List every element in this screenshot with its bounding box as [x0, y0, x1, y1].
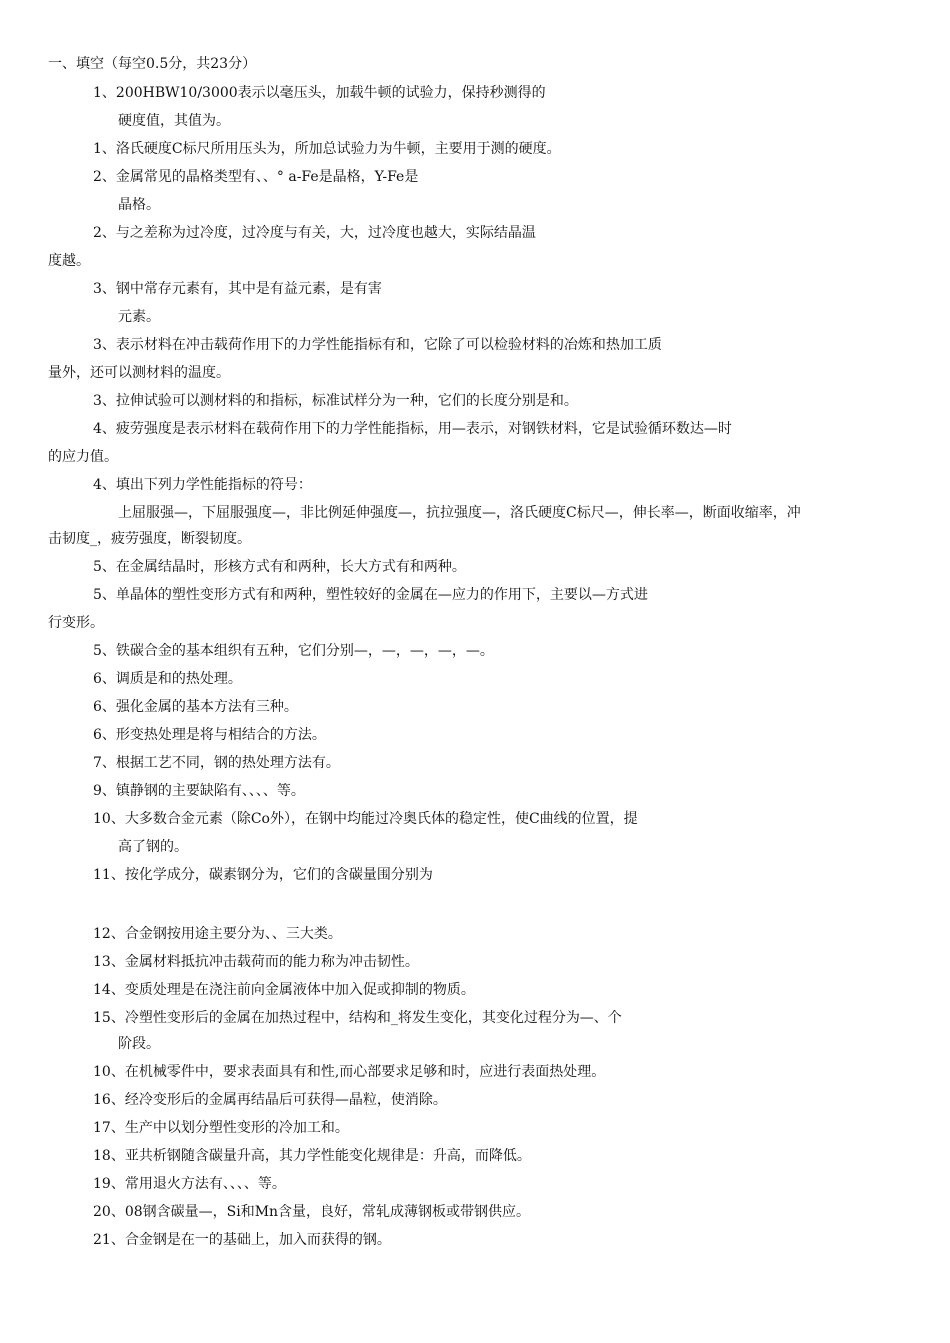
- question-line: 11、按化学成分，碳素钢分为，它们的含碳量围分别为: [93, 867, 433, 883]
- wrapped-line: 度越。: [48, 253, 90, 269]
- question-line: 6、强化金属的基本方法有三种。: [93, 699, 298, 715]
- question-line: 1、200HBW10/3000表示以毫压头，加载牛顿的试验力，保持秒测得的: [93, 85, 546, 101]
- continuation-line: 高了钢的。: [118, 839, 188, 855]
- wrapped-line: 行变形。: [48, 615, 104, 631]
- continuation-line: 晶格。: [118, 197, 160, 213]
- question-line: 3、拉伸试验可以测材料的和指标，标准试样分为一种，它们的长度分别是和。: [93, 393, 578, 409]
- question-line: 14、变质处理是在浇注前向金属液体中加入促或抑制的物质。: [93, 982, 475, 998]
- question-line: 6、形变热处理是将与相结合的方法。: [93, 727, 326, 743]
- wrapped-line: 的应力值。: [48, 449, 118, 465]
- question-line: 3、钢中常存元素有，其中是有益元素，是有害: [93, 281, 382, 297]
- question-line: 7、根据工艺不同，钢的热处理方法有。: [93, 755, 340, 771]
- question-line: 16、经冷变形后的金属再结晶后可获得—晶粒，使消除。: [93, 1092, 447, 1108]
- continuation-line: 阶段。: [118, 1036, 160, 1052]
- question-line: 21、合金钢是在一的基础上，加入而获得的钢。: [93, 1232, 391, 1248]
- question-line: 13、金属材料抵抗冲击载荷而的能力称为冲击韧性。: [93, 954, 419, 970]
- question-line: 1、洛氏硬度C标尺所用压头为，所加总试验力为牛顿，主要用于测的硬度。: [93, 141, 561, 157]
- section-heading: 一、填空（每空0.5分，共23分）: [48, 56, 257, 72]
- question-line: 20、08钢含碳量—，Si和Mn含量，良好，常轧成薄钢板或带钢供应。: [93, 1204, 531, 1220]
- question-line: 12、合金钢按用途主要分为、、三大类。: [93, 926, 342, 942]
- question-line: 5、单晶体的塑性变形方式有和两种，塑性较好的金属在—应力的作用下，主要以—方式进: [93, 587, 648, 603]
- question-line: 4、疲劳强度是表示材料在载荷作用下的力学性能指标，用—表示，对钢铁材料，它是试验循环数达—时: [93, 421, 732, 437]
- question-line: 2、金属常见的晶格类型有、、° a-Fe是晶格，Y-Fe是: [93, 169, 419, 185]
- wrapped-line: 量外，还可以测材料的温度。: [48, 365, 230, 381]
- question-line: 4、填出下列力学性能指标的符号：: [93, 477, 312, 493]
- question-line: 9、镇静钢的主要缺陷有、、、、等。: [93, 783, 305, 799]
- question-line: 5、铁碳合金的基本组织有五种，它们分别—，—，—，—，—。: [93, 643, 494, 659]
- question-line: 10、大多数合金元素（除Co外），在钢中均能过冷奥氏体的稳定性，使C曲线的位置，提: [93, 811, 638, 827]
- question-line: 19、常用退火方法有、、、、等。: [93, 1176, 286, 1192]
- question-line: 10、在机械零件中，要求表面具有和性,而心部要求足够和时，应进行表面热处理。: [93, 1064, 606, 1080]
- question-line: 17、生产中以划分塑性变形的冷加工和。: [93, 1120, 349, 1136]
- wrapped-line: 击韧度_，疲劳强度，断裂韧度。: [48, 531, 251, 547]
- question-line: 18、亚共析钢随含碳量升高，其力学性能变化规律是：升高，而降低。: [93, 1148, 531, 1164]
- question-line: 2、与之差称为过冷度，过冷度与有关，大，过冷度也越大，实际结晶温: [93, 225, 536, 241]
- continuation-line: 硬度值，其值为。: [118, 113, 230, 129]
- question-line: 5、在金属结晶时，形核方式有和两种，长大方式有和两种。: [93, 559, 466, 575]
- continuation-line: 上屈服强—，下屈服强度—，非比例延伸强度—，抗拉强度—，洛氏硬度C标尺—，伸长率—，断面收缩率，冲: [118, 505, 801, 521]
- question-line: 3、表示材料在冲击载荷作用下的力学性能指标有和，它除了可以检验材料的冶炼和热加工质: [93, 337, 662, 353]
- question-line: 6、调质是和的热处理。: [93, 671, 242, 687]
- question-line: 15、冷塑性变形后的金属在加热过程中，结构和_将发生变化，其变化过程分为—、个: [93, 1010, 622, 1026]
- continuation-line: 元素。: [118, 309, 160, 325]
